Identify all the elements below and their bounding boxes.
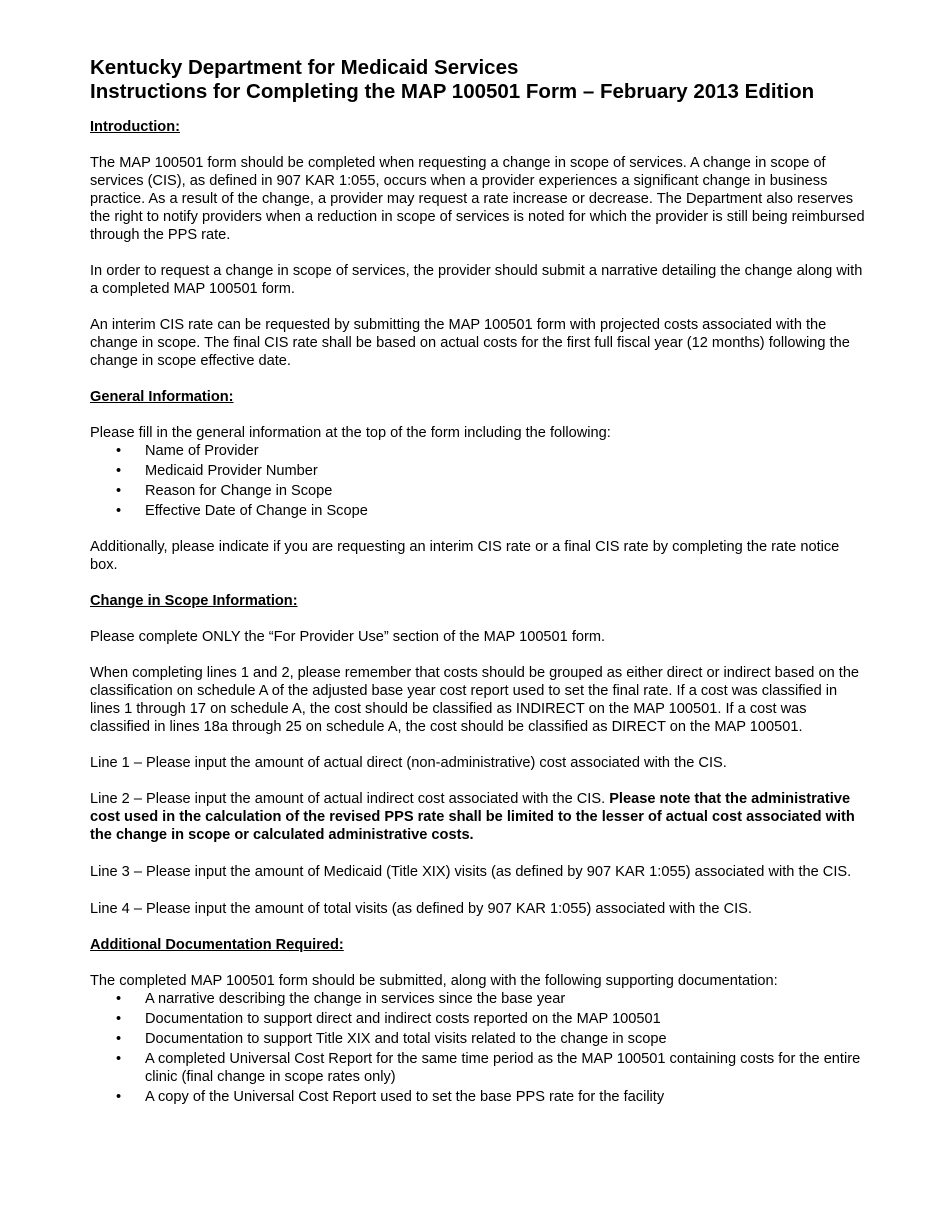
line-2-text: Line 2 – Please input the amount of actual indirect cost associated with the CIS. <box>90 791 610 807</box>
document-title-line-1: Kentucky Department for Medicaid Services <box>90 56 519 79</box>
intro-paragraph-2: In order to request a change in scope of services, the provider should submit a narrative detailing the change along with a completed MAP 100501 form. <box>90 263 863 297</box>
scope-paragraph-1: Please complete ONLY the “For Provider Use” section of the MAP 100501 form. <box>90 629 606 645</box>
list-item: • Effective Date of Change in Scope <box>90 502 870 520</box>
section-heading-change-in-scope: Change in Scope Information: <box>90 593 298 609</box>
docs-list <box>90 990 870 1106</box>
general-info-list <box>90 442 870 520</box>
line-4-instruction: Line 4 – Please input the amount of total visits (as defined by 907 KAR 1:055) associated with the CIS. <box>90 901 752 917</box>
docs-lead: The completed MAP 100501 form should be submitted, along with the following supporting documentation: <box>90 973 778 989</box>
document-title-line-2: Instructions for Completing the MAP 100501 Form – February 2013 Edition <box>90 80 815 103</box>
line-2-bold-note: Please note that the administrative cost used in the calculation of the revised PPS rate shall be limited to the lesser of actual cost associated with the change in scope or calculated administrative costs. <box>90 791 855 843</box>
general-after-paragraph: Additionally, please indicate if you are requesting an interim CIS rate or a final CIS rate by completing the rate notice box. <box>90 539 840 573</box>
general-lead: Please fill in the general information at the top of the form including the following: <box>90 425 611 441</box>
line-3-instruction: Line 3 – Please input the amount of Medicaid (Title XIX) visits (as defined by 907 KAR 1:055) associated with the CIS. <box>90 864 852 880</box>
list-item: • Reason for Change in Scope <box>90 482 870 500</box>
list-item: • Documentation to support direct and indirect costs reported on the MAP 100501 <box>90 1010 870 1028</box>
list-item: • A copy of the Universal Cost Report used to set the base PPS rate for the facility <box>90 1088 870 1106</box>
line-1-instruction: Line 1 – Please input the amount of actual direct (non-administrative) cost associated with the CIS. <box>90 755 727 771</box>
list-item: • Documentation to support Title XIX and total visits related to the change in scope <box>90 1030 870 1048</box>
section-heading-general-information: General Information: <box>90 389 234 405</box>
scope-paragraph-2: When completing lines 1 and 2, please remember that costs should be grouped as either direct or indirect based on the classification on schedule A of the adjusted base year cost report used to set the final rate. If a cost was classified in lines 1 through 17 on schedule A, the cost should be classified as INDIRECT on the MAP 100501. If a cost was classified in lines 18a through 25 on schedule A, the cost should be classified as DIRECT on the MAP 100501. <box>90 665 860 735</box>
list-item: • Medicaid Provider Number <box>90 462 870 480</box>
list-item: • Name of Provider <box>90 442 870 460</box>
section-heading-additional-documentation: Additional Documentation Required: <box>90 937 344 953</box>
section-heading-introduction: Introduction: <box>90 119 180 135</box>
intro-paragraph-3: An interim CIS rate can be requested by submitting the MAP 100501 form with projected costs associated with the change in scope. The final CIS rate shall be based on actual costs for the first full fiscal year (12 months) following the change in scope effective date. <box>90 317 850 369</box>
list-item: • A completed Universal Cost Report for the same time period as the MAP 100501 containing costs for the entire clinic (final change in scope rates only) <box>90 1050 870 1086</box>
list-item: • A narrative describing the change in services since the base year <box>90 990 870 1008</box>
document-page <box>90 56 870 1124</box>
intro-paragraph-1: The MAP 100501 form should be completed when requesting a change in scope of services. A change in scope of services (CIS), as defined in 907 KAR 1:055, occurs when a provider experiences a significant change in business practice. As a result of the change, a provider may request a rate increase or decrease. The Department also reserves the right to notify providers when a reduction in scope of services is noted for which the provider is still being reimbursed through the PPS rate. <box>90 155 865 243</box>
line-2-instruction <box>90 790 870 844</box>
